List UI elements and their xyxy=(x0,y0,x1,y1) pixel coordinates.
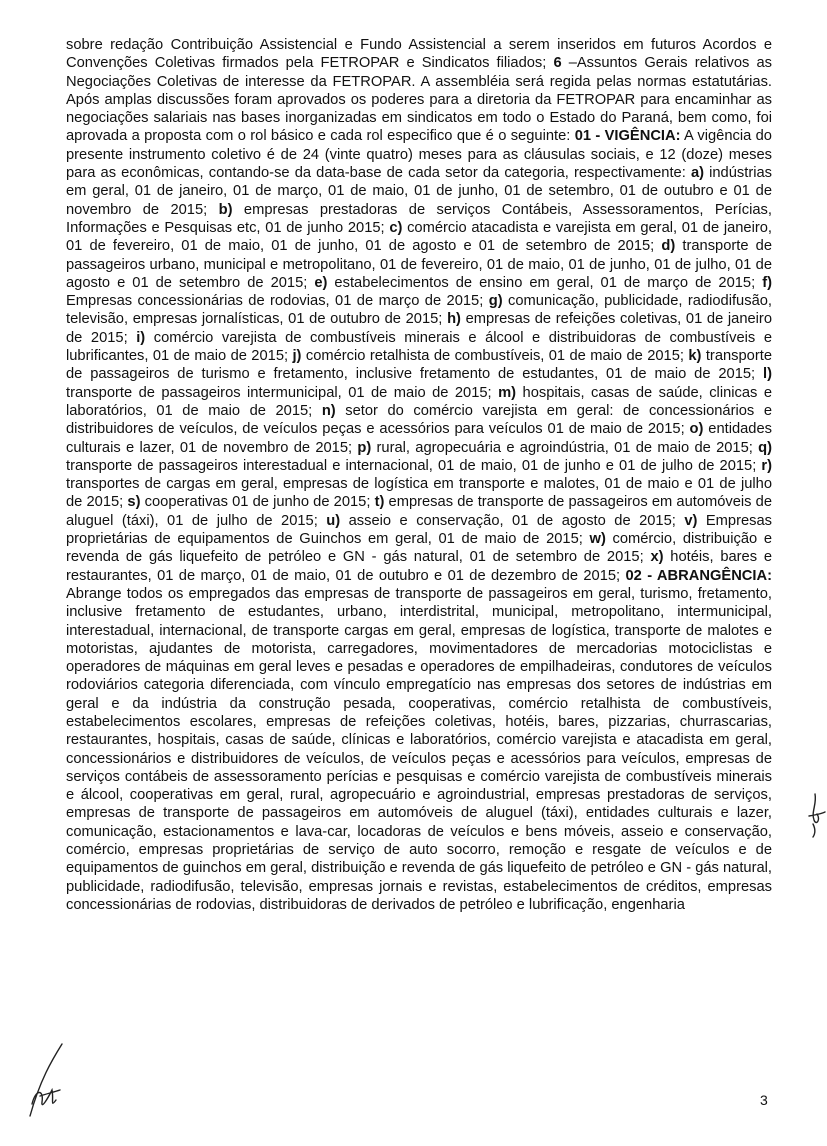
bold-text-segment: p) xyxy=(357,439,372,456)
text-segment: entidades culturais e lazer, 01 de novembro de 2015; xyxy=(66,421,772,456)
bold-text-segment: c) xyxy=(389,219,403,236)
text-segment: indústrias em geral, 01 de janeiro, 01 de março, 01 de maio, 01 de junho, 01 de setembro, 01 de outubro e 01 de novembro de 2015; xyxy=(66,165,772,218)
text-segment: transporte de passageiros de turismo e fretamento, inclusive fretamento de estudantes, 01 de maio de 2015; xyxy=(66,348,772,383)
bold-text-segment: m) xyxy=(498,384,517,401)
bold-text-segment: d) xyxy=(661,238,676,255)
bold-text-segment: 6 xyxy=(553,55,562,72)
bold-text-segment: w) xyxy=(589,531,606,548)
text-segment: A vigência do presente instrumento coletivo é de 24 (vinte quatro) meses para as cláusulas sociais, e 12 (doze) meses para as econômicas, contando-se da data-base de cada setor da categoria, respectivamente: xyxy=(66,128,772,182)
text-segment: transportes de cargas em geral, empresas de logística em transporte e malotes, 01 de maio e 01 de julho de 2015; xyxy=(66,476,772,511)
text-segment: asseio e conservação, 01 de agosto de 2015; xyxy=(340,512,685,529)
text-segment: Empresas concessionárias de rodovias, 01 de março de 2015; xyxy=(66,293,489,310)
text-segment: transporte de passageiros urbano, municipal e metropolitano, 01 de fevereiro, 01 de maio, 01 de junho, 01 de julho, 01 de agosto e 01 de setembro de 2015; xyxy=(66,238,773,291)
bold-text-segment: 01 - VIGÊNCIA: xyxy=(574,128,681,145)
bold-text-segment: g) xyxy=(488,293,503,310)
bold-text-segment: t) xyxy=(374,494,385,511)
bold-text-segment: o) xyxy=(689,421,704,438)
text-segment: Abrange todos os empregados das empresas de transporte de passageiros em geral, turismo, fretamento, inclusive fretamento de estudantes, urbano, interdistrital, municipal, metropolitano, intermunicipal, interestadual, internacional, de transporte cargas em geral, empresas de logística, transporte de malotes e motoristas, ajudantes de motorista, carregadores, movimentadores de mercadorias motociclistas e operadores de máquinas em geral leves e pesadas e operadores de empilhadeiras, condutores de veículos rodoviários categoria diferenciada, com vínculo empregatício nas empresas dos setores de indústrias em geral e da indústria da construção pesada, cooperativas, comércio retalhista de combustíveis, estabelecimentos escolares, empresas de refeições coletivas, hotéis, bares, pizzarias, churrascarias, restaurantes, hospitais, casas de saúde, clínicas e laboratórios, comércio varejista e atacadista em geral, concessionários e distribuidores de veículos, de veículos peças e acessórios para veículos, empresas de serviços contábeis de assessoramento perícias e pesquisas e comércio varejista de combustíveis minerais e álcool, cooperativas em geral, rural, agropecuário e agroindustrial, empresas prestadoras de serviços, empresas de transporte de passageiros em automóveis de aluguel (táxi), entidades culturais e lazer, comunicação, estacionamentos e lava-car, locadoras de veículos e bens móveis, asseio e conservação, comércio, empresas proprietárias de serviço de auto socorro, remoção e resgate de veículos e de equipamentos de guinchos em geral, distribuição e revenda de gás liquefeito de petróleo e GN - gás natural, publicidade, radiodifusão, televisão, empresas jornais e revistas, estabelecimentos de créditos, empresas concessionárias de rodovias, distribuidoras de derivados de petróleo e lubrificação, engenharia xyxy=(66,585,772,913)
text-segment: empresas de transporte de passageiros em automóveis de aluguel (táxi), 01 de julho de 2015; xyxy=(66,494,773,529)
bold-text-segment: u) xyxy=(326,512,341,529)
text-segment: transporte de passageiros interestadual e internacional, 01 de maio, 01 de junho e 01 de julho de 2015; xyxy=(66,457,762,474)
text-segment: rural, agropecuária e agroindústria, 01 de maio de 2015; xyxy=(371,439,759,456)
text-segment: comunicação, publicidade, radiodifusão, televisão, empresas jornalísticas, 01 de outubro de 2015; xyxy=(66,293,772,328)
bold-text-segment: i) xyxy=(136,329,146,346)
text-segment: empresas prestadoras de serviços Contábeis, Assessoramentos, Perícias, Informações e Pesquisas etc, 01 de junho 2015; xyxy=(66,201,772,236)
text-segment: cooperativas 01 de junho de 2015; xyxy=(140,494,375,511)
text-segment: comércio atacadista e varejista em geral, 01 de janeiro, 01 de fevereiro, 01 de maio, 01 de junho, 01 de agosto e 01 de setembro de 2015; xyxy=(66,219,772,255)
bold-text-segment: n) xyxy=(321,402,336,419)
text-segment: hotéis, bares e restaurantes, 01 de março, 01 de maio, 01 de outubro e 01 de dezembro de 2015; xyxy=(66,549,773,584)
text-segment: comércio varejista de combustíveis minerais e álcool e distribuidoras de combustíveis e lubrificantes, 01 de maio de 2015; xyxy=(66,329,772,365)
handwritten-initials-left xyxy=(22,1040,66,1120)
text-segment: hospitais, casas de saúde, clinicas e laboratórios, 01 de maio de 2015; xyxy=(66,384,772,419)
bold-text-segment: x) xyxy=(650,549,664,566)
text-segment: estabelecimentos de ensino em geral, 01 de março de 2015; xyxy=(327,274,763,291)
text-segment: sobre redação Contribuição Assistencial e Fundo Assistencial a serem inseridos em futuros Acordos e Convenções Coletivas firmados pela FETROPAR e Sindicatos filiados; xyxy=(66,37,772,72)
bold-text-segment: q) xyxy=(758,439,772,456)
bold-text-segment: b) xyxy=(218,201,233,218)
body-text xyxy=(66,36,772,914)
text-segment: comércio, distribuição e revenda de gás liquefeito de petróleo e GN - gás natural, 01 de setembro de 2015; xyxy=(66,531,772,566)
bold-text-segment: j) xyxy=(292,348,302,365)
page-number: 3 xyxy=(760,1092,768,1108)
bold-text-segment: l) xyxy=(763,366,772,383)
text-segment: setor do comércio varejista em geral: de concessionários e distribuidores de veículos, de veículos peças e acessórios para veículos 01 de maio de 2015; xyxy=(66,402,772,438)
bold-text-segment: a) xyxy=(690,165,704,182)
bold-text-segment: f) xyxy=(762,274,772,291)
bold-text-segment: v) xyxy=(684,512,698,529)
bold-text-segment: h) xyxy=(447,311,461,328)
bold-text-segment: r) xyxy=(761,457,772,474)
bold-text-segment: s) xyxy=(127,494,141,511)
bold-text-segment: k) xyxy=(688,348,702,365)
bold-text-segment: 02 - ABRANGÊNCIA: xyxy=(625,567,772,584)
text-segment: empresas de refeições coletivas, 01 de janeiro de 2015; xyxy=(66,311,772,346)
text-segment: –Assuntos Gerais relativos as Negociações Coletivas de interesse da FETROPAR. A assembléia será regida pelas normas estatutárias. Após amplas discussões foram aprovados os poderes para a diretoria da FETROPAR para encaminhar as negociações salariais nas bases inorganizadas em sindicatos em todo o Estado do Paraná, bem como, foi aprovada a proposta com o rol básico e cada rol especifico que é o seguinte: xyxy=(66,55,772,145)
text-segment: comércio retalhista de combustíveis, 01 de maio de 2015; xyxy=(301,348,689,365)
bold-text-segment: e) xyxy=(314,274,328,291)
text-segment: Empresas proprietárias de equipamentos de Guinchos em geral, 01 de maio de 2015; xyxy=(66,512,772,548)
text-segment: transporte de passageiros intermunicipal, 01 de maio de 2015; xyxy=(66,384,499,401)
handwritten-initials-right xyxy=(805,790,827,840)
